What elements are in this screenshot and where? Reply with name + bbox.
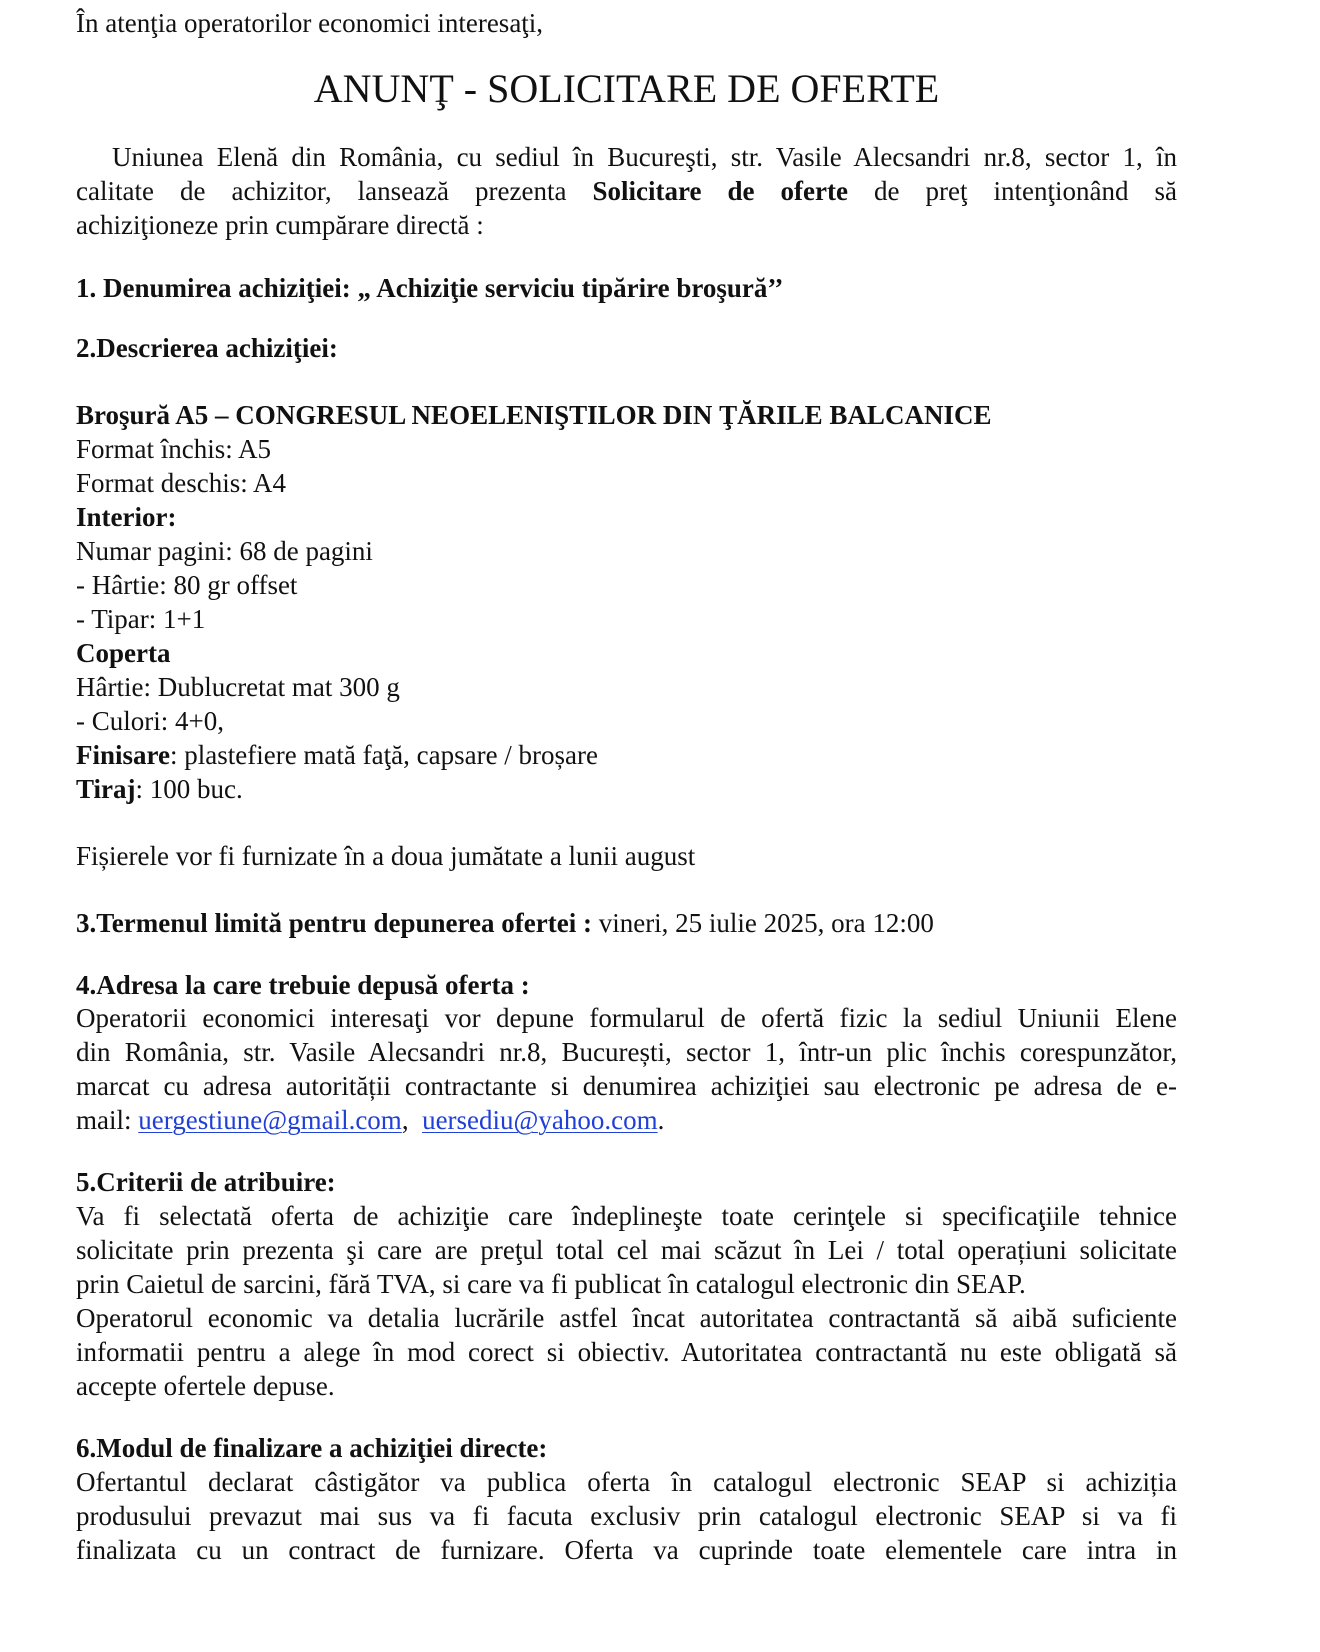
email-link-uergestiune[interactable]: uergestiune@gmail.com	[138, 1105, 402, 1135]
email-link-uersediu[interactable]: uersediu@yahoo.com	[422, 1105, 658, 1135]
run-label: Tiraj	[76, 774, 136, 804]
interior-label: Interior:	[76, 502, 177, 532]
spec-pages: Numar pagini: 68 de pagini	[76, 536, 373, 566]
section-5-line-6: accepte ofertele depuse.	[76, 1371, 335, 1401]
section-5-heading: 5.Criterii de atribuire:	[76, 1167, 336, 1197]
email-separator: ,	[401, 1105, 423, 1135]
section-4-heading: 4.Adresa la care trebuie depusă oferta :	[76, 970, 530, 1000]
section-4-line-2: din România, str. Vasile Alecsandri nr.8, București, sector 1, într-un plic închis corespunzător,	[76, 1037, 1177, 1067]
deadline-value: vineri, 25 iulie 2025, ora 12:00	[591, 908, 934, 938]
salutation: În atenţia operatorilor economici interesaţi,	[76, 8, 544, 38]
spec-colors: - Culori: 4+0,	[76, 706, 224, 736]
spec-format-closed: Format închis: A5	[76, 434, 271, 464]
section-6-heading: 6.Modul de finalizare a achiziţiei directe:	[76, 1433, 548, 1463]
intro-line-2	[76, 174, 1177, 208]
finishing-label: Finisare	[76, 740, 170, 770]
section-4-line-3: marcat cu adresa autorității contractante si denumirea achiziţiei sau electronic pe adresa de e-	[76, 1071, 1177, 1101]
section-6-line-3: finalizata cu un contract de furnizare. Oferta va cuprinde toate elementele care intra in	[76, 1535, 1177, 1565]
spec-print: - Tipar: 1+1	[76, 604, 206, 634]
intro-line-1: Uniunea Elenă din România, cu sediul în Bucureşti, str. Vasile Alecsandri nr.8, sector 1, în	[112, 142, 1177, 172]
files-note: Fișierele vor fi furnizate în a doua jumătate a lunii august	[76, 841, 696, 871]
intro-line-3: achiziţioneze prin cumpărare directă :	[76, 210, 484, 240]
section-3-heading: 3.Termenul limită pentru depunerea ofertei :	[76, 908, 592, 938]
section-3	[76, 906, 934, 940]
spec-format-open: Format deschis: A4	[76, 468, 286, 498]
intro-text: calitate de achizitor, lansează prezenta	[76, 176, 593, 206]
spec-run	[76, 772, 243, 806]
section-5-line-4: Operatorul economic va detalia lucrările astfel încat autoritatea contractantă să aibă suficiente	[76, 1303, 1177, 1333]
section-5-line-3: prin Caietul de sarcini, fără TVA, si care va fi publicat în catalogul electronic din SEAP.	[76, 1269, 1026, 1299]
section-4-line-4	[76, 1103, 664, 1137]
run-value: : 100 buc.	[135, 774, 243, 804]
product-title: Broşură A5 – CONGRESUL NEOELENIŞTILOR DIN ŢĂRILE BALCANICE	[76, 400, 992, 430]
finishing-value: : plastefiere mată faţă, capsare / broșare	[170, 740, 599, 770]
page-title: ANUNŢ - SOLICITARE DE OFERTE	[313, 66, 940, 111]
email-suffix: .	[657, 1105, 665, 1135]
section-4-line-1: Operatorii economici interesaţi vor depune formularul de ofertă fizic la sediul Uniunii Elene	[76, 1003, 1177, 1033]
section-6-line-2: produsului prevazut mai sus va fi facuta exclusiv prin catalogul electronic SEAP si va fi	[76, 1501, 1177, 1531]
section-1-heading: 1. Denumirea achiziţiei: „ Achiziţie serviciu tipărire broşură’’	[76, 273, 784, 303]
spec-paper-cover: Hârtie: Dublucretat mat 300 g	[76, 672, 400, 702]
email-prefix: mail:	[76, 1105, 139, 1135]
intro-bold-text: Solicitare de oferte	[592, 176, 848, 206]
section-5-line-5: informatii pentru a alege în mod corect si obiectiv. Autoritatea contractantă nu este obligată să	[76, 1337, 1177, 1367]
section-2-heading: 2.Descrierea achiziţiei:	[76, 333, 338, 363]
section-5-line-2: solicitate prin prezenta şi care are preţul total cel mai scăzut în Lei / total operațiuni solicitate	[76, 1235, 1177, 1265]
cover-label: Coperta	[76, 638, 171, 668]
spec-paper-interior: - Hârtie: 80 gr offset	[76, 570, 298, 600]
intro-text: de preţ intenţionând să	[847, 176, 1177, 206]
spec-finishing	[76, 738, 598, 772]
section-5-line-1: Va fi selectată oferta de achiziţie care îndeplineşte toate cerinţele si specificaţiile tehnice	[76, 1201, 1177, 1231]
section-6-line-1: Ofertantul declarat câstigător va publica oferta în catalogul electronic SEAP si achiziția	[76, 1467, 1177, 1497]
